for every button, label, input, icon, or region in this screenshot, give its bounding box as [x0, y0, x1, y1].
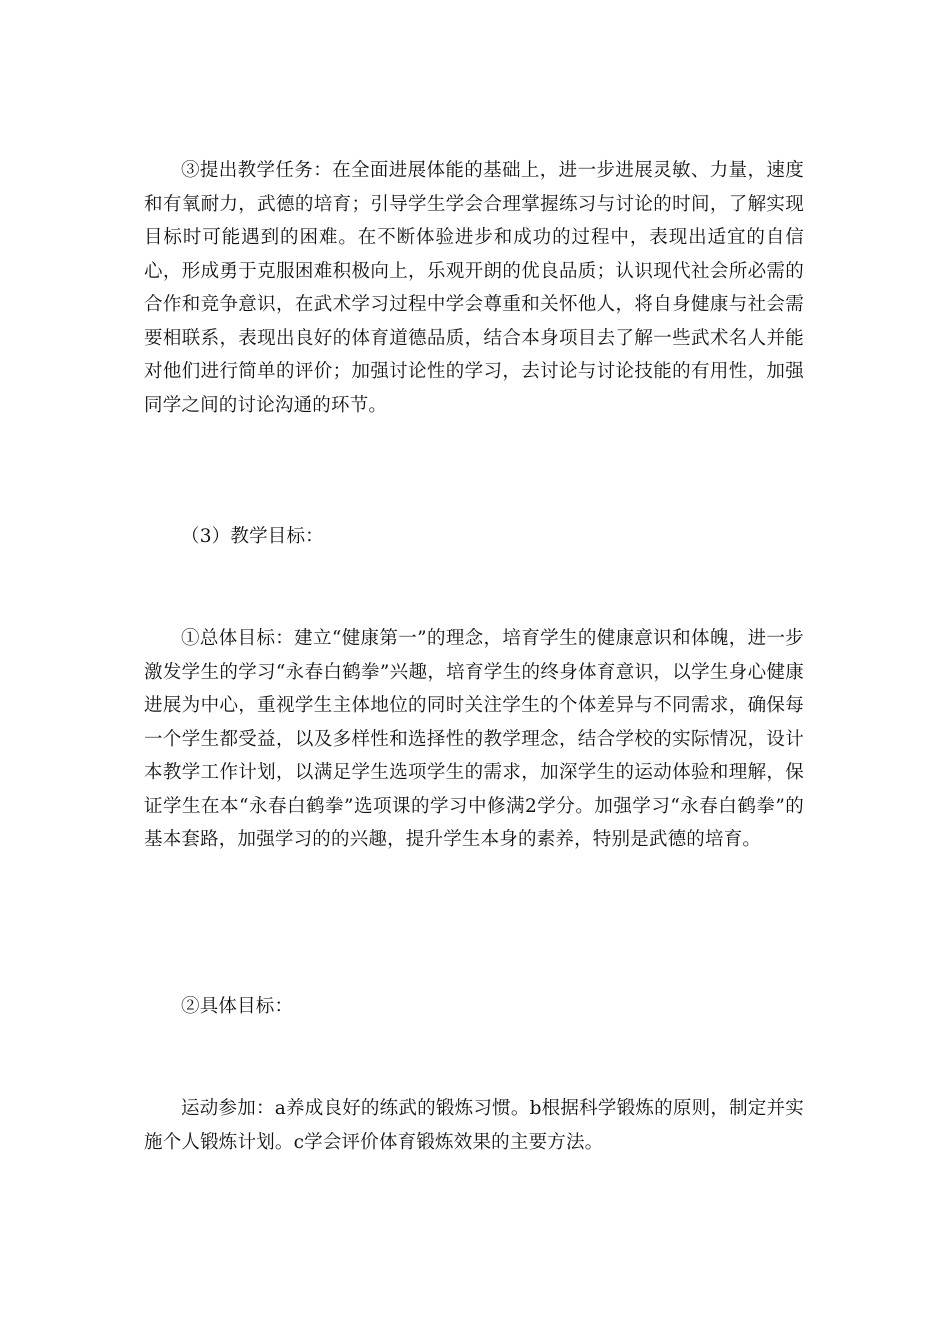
heading-specific-goals: ②具体目标：	[181, 996, 294, 1017]
heading-teaching-goals: （3）教学目标：	[181, 526, 324, 547]
paragraph-teaching-tasks: ③提出教学任务：在全面进展体能的基础上，进一步进展灵敏、力量，速度和有氧耐力，武德的培育；引导学生学会合理掌握练习与讨论的时间，了解实现目标时可能遇到的困难。在不断体验进步和成功的过程中，表现出适宜的自信心，形成勇于克服困难积极向上，乐观开朗的优良品质；认识现代社会所必需的合作和竞争意识，在武术学习过程中学会尊重和关怀他人，将自身健康与社会需要相联系，表现出良好的体育道德品质，结合本身项目去了解一些武术名人并能对他们进行简单的评价；加强讨论性的学习，去讨论与讨论技能的有用性，加强同学之间的讨论沟通的环节。	[144, 160, 804, 416]
paragraph-overall-goal: ①总体目标：建立“健康第一”的理念，培育学生的健康意识和体魄，进一步激发学生的学习“永春白鹤拳”兴趣，培育学生的终身体育意识，以学生身心健康进展为中心，重视学生主体地位的同时关注学生的个体差异与不同需求，确保每一个学生都受益，以及多样性和选择性的教学理念，结合学校的实际情况，设计本教学工作计划，以满足学生选项学生的需求，加深学生的运动体验和理解，保证学生在本“永春白鹤拳”选项课的学习中修满2学分。加强学习“永春白鹤拳”的基本套路，加强学习的的兴趣，提升学生本身的素养，特别是武德的培育。	[144, 628, 804, 850]
paragraph-sports-participation: 运动参加：a养成良好的练武的锻炼习惯。b根据科学锻炼的原则，制定并实施个人锻炼计划。c学会评价体育锻炼效果的主要方法。	[144, 1098, 804, 1153]
